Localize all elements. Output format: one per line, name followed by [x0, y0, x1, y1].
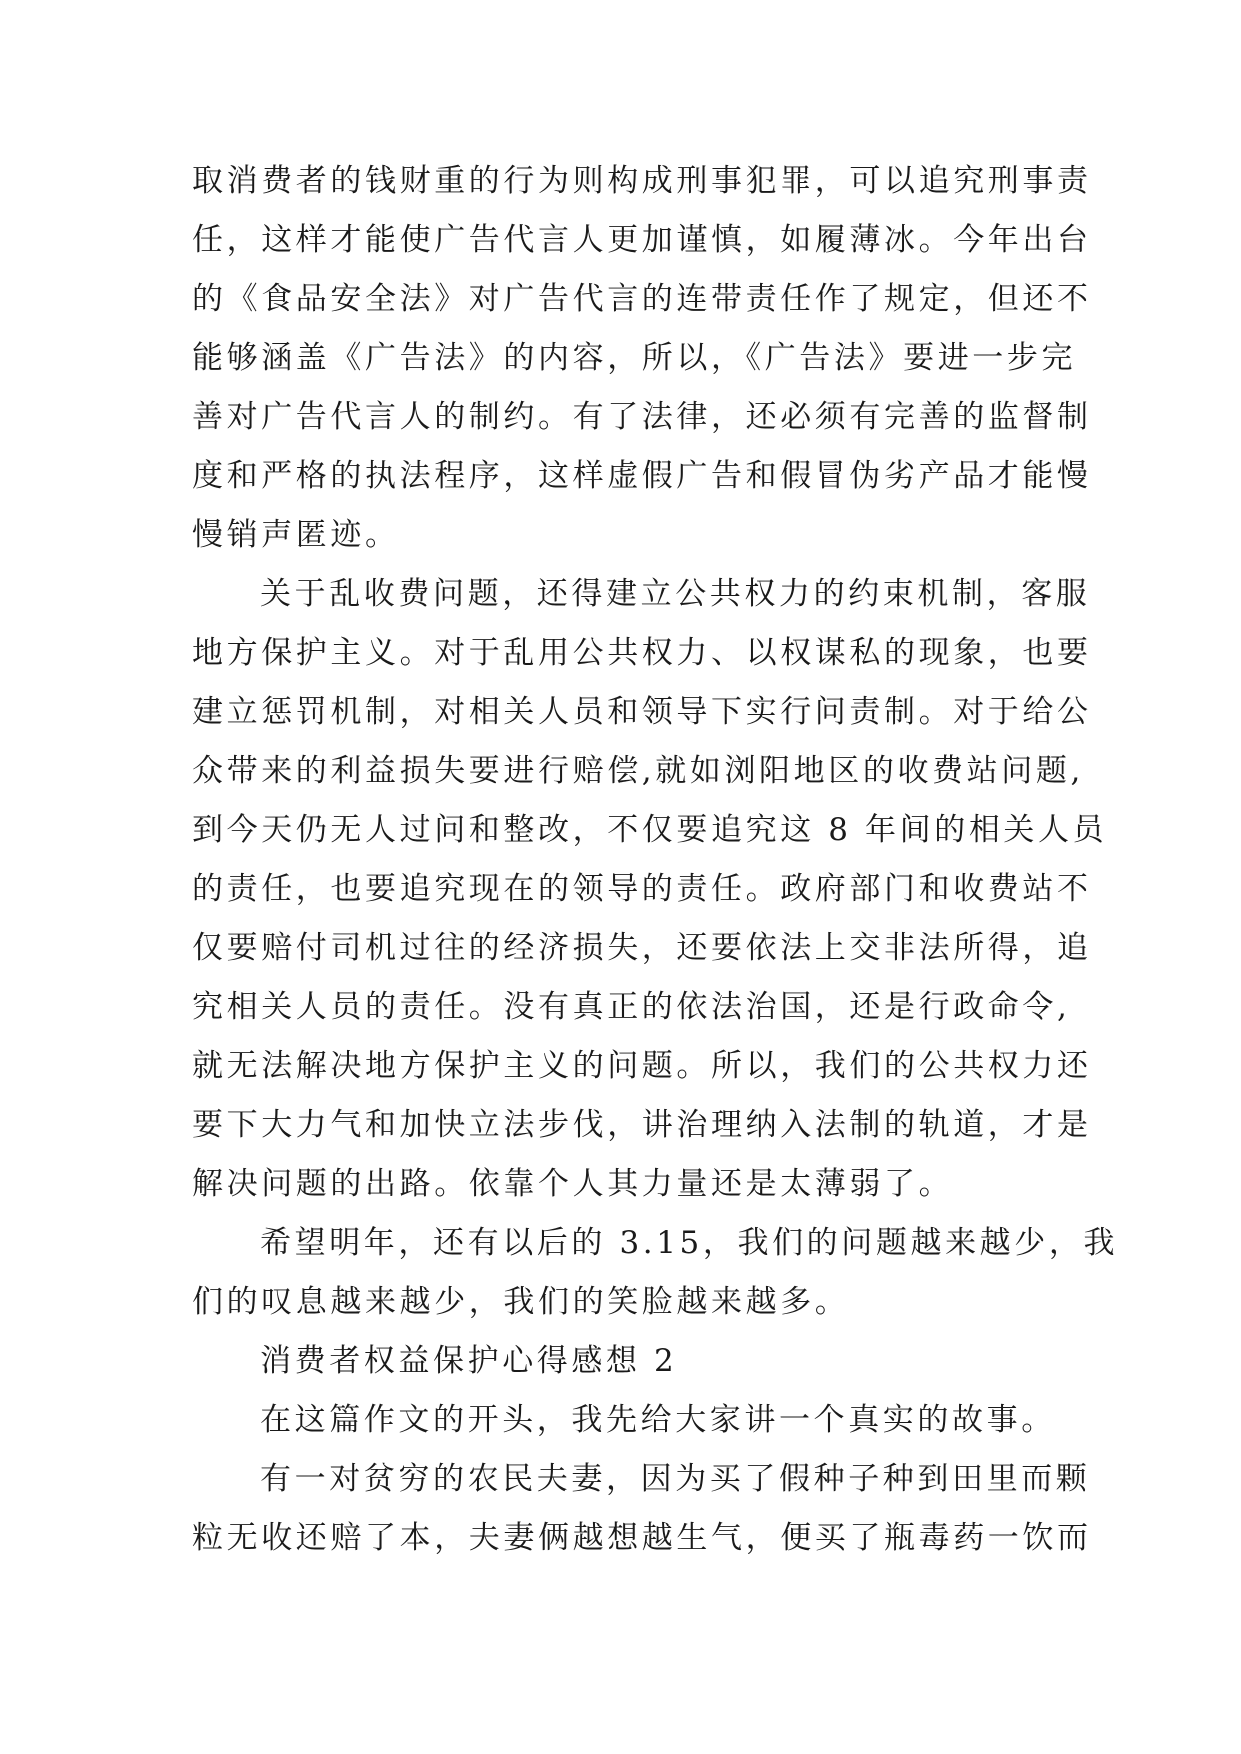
text-line: 地方保护主义。对于乱用公共权力、以权谋私的现象，也要 — [192, 635, 1092, 671]
text-line: 要下大力气和加快立法步伐，讲治理纳入法制的轨道，才是 — [192, 1107, 1092, 1143]
text-line: 究相关人员的责任。没有真正的依法治国，还是行政命令, — [192, 989, 1071, 1025]
text-line: 善对广告代言人的制约。有了法律，还必须有完善的监督制 — [192, 399, 1092, 435]
text-line: 们的叹息越来越少，我们的笑脸越来越多。 — [192, 1284, 850, 1320]
text-line: 粒无收还赔了本，夫妻俩越想越生气，便买了瓶毒药一饮而 — [192, 1520, 1092, 1556]
text-line: 关于乱收费问题，还得建立公共权力的约束机制，客服 — [260, 576, 1091, 612]
text-line: 的责任，也要追究现在的领导的责任。政府部门和收费站不 — [192, 871, 1092, 907]
text-line: 能够涵盖《广告法》的内容，所以，《广告法》要进一步完 — [192, 340, 1077, 376]
text-line: 希望明年，还有以后的 3.15，我们的问题越来越少，我 — [260, 1225, 1119, 1261]
document-body — [192, 152, 1119, 1568]
text-line: 消费者权益保护心得感想 2 — [260, 1343, 678, 1379]
text-line: 仅要赔付司机过往的经济损失，还要依法上交非法所得，追 — [192, 930, 1092, 966]
text-line: 任，这样才能使广告代言人更加谨慎，如履薄冰。今年出台 — [192, 222, 1092, 258]
text-line: 度和严格的执法程序，这样虚假广告和假冒伪劣产品才能慢 — [192, 458, 1092, 494]
text-line: 在这篇作文的开头，我先给大家讲一个真实的故事。 — [260, 1402, 1056, 1438]
text-line: 就无法解决地方保护主义的问题。所以，我们的公共权力还 — [192, 1048, 1092, 1084]
text-line: 解决问题的出路。依靠个人其力量还是太薄弱了。 — [192, 1166, 954, 1202]
text-line: 的《食品安全法》对广告代言的连带责任作了规定，但还不 — [192, 281, 1092, 317]
text-line: 有一对贫穷的农民夫妻，因为买了假种子种到田里而颗 — [260, 1461, 1091, 1497]
text-line: 众带来的利益损失要进行赔偿,就如浏阳地区的收费站问题, — [192, 753, 1084, 789]
text-line: 到今天仍无人过问和整改，不仅要追究这 8 年间的相关人员 — [192, 812, 1108, 848]
text-line: 取消费者的钱财重的行为则构成刑事犯罪，可以追究刑事责 — [192, 163, 1092, 199]
text-line: 建立惩罚机制，对相关人员和领导下实行问责制。对于给公 — [192, 694, 1092, 730]
text-line: 慢销声匿迹。 — [192, 517, 400, 553]
